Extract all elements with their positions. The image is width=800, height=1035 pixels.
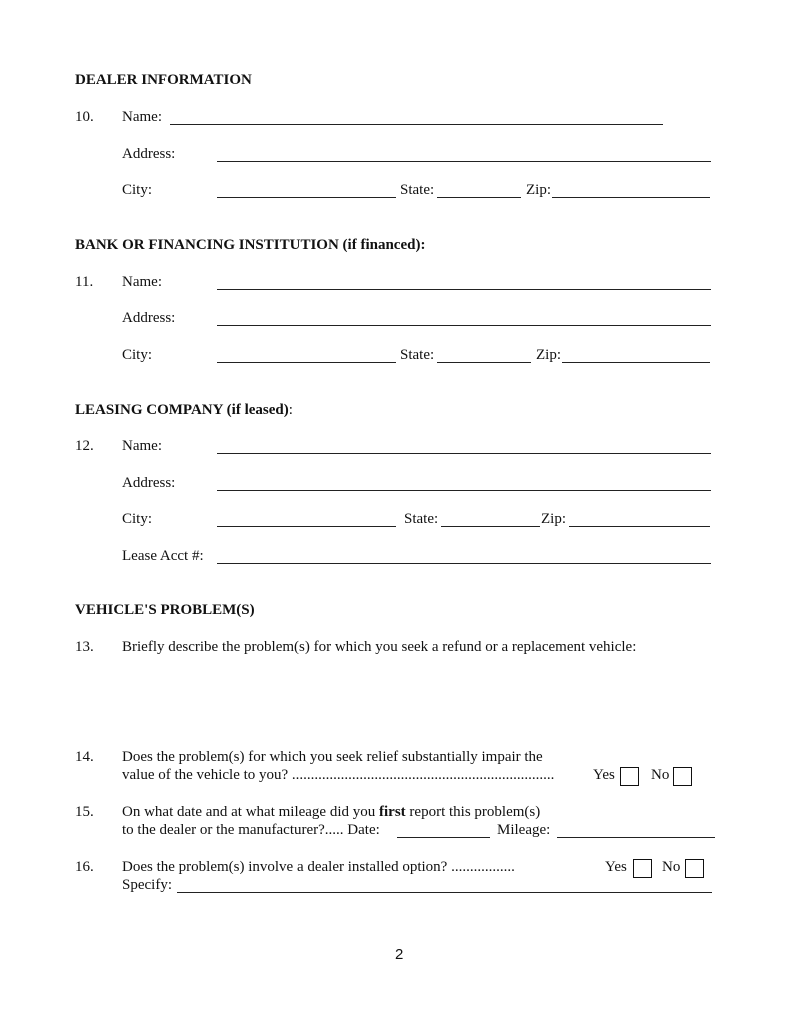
lease-acct-field[interactable] [217,563,711,564]
dealer-zip-field[interactable] [552,197,710,198]
leasing-heading-colon: : [288,402,293,418]
item-number: 13. [75,639,94,655]
bank-address-label: Address: [122,310,176,326]
q15-date-field[interactable] [397,837,490,838]
q14-no-checkbox[interactable] [673,767,692,786]
item-number: 10. [75,109,94,125]
bank-city-label: City: [122,347,153,363]
bank-zip-field[interactable] [562,362,710,363]
q15-mileage-field[interactable] [557,837,715,838]
section-heading-problems: VEHICLE'S PROBLEM(S) [75,602,255,618]
q14-no-label: No [651,767,670,783]
q16-no-checkbox[interactable] [685,859,704,878]
lease-zip-label: Zip: [541,511,566,527]
q14-yes-label: Yes [593,767,615,783]
bank-address-field[interactable] [217,325,711,326]
item-number: 16. [75,859,94,875]
dealer-name-label: Name: [122,109,162,125]
q16-yes-label: Yes [605,859,627,875]
item-number: 15. [75,804,94,820]
bank-state-field[interactable] [437,362,531,363]
q14-line2: value of the vehicle to you? ...................................................................... [122,767,555,783]
item-number: 11. [75,274,94,290]
section-heading-bank: BANK OR FINANCING INSTITUTION (if financed): [75,237,426,253]
bank-name-field[interactable] [217,289,711,290]
q14-line1: Does the problem(s) for which you seek relief substantially impair the [122,749,543,765]
q15-text-c: report this problem(s) [405,804,541,820]
dealer-state-field[interactable] [437,197,521,198]
lease-acct-label: Lease Acct #: [122,548,204,564]
dealer-address-field[interactable] [217,161,711,162]
q16-specify-field[interactable] [177,892,712,893]
item-number: 12. [75,438,94,454]
dealer-city-label: City: [122,182,153,198]
q15-mileage-label: Mileage: [497,822,551,838]
lease-state-field[interactable] [441,526,540,527]
q16-no-label: No [662,859,681,875]
q15-text-a: On what date and at what mileage did you [122,804,380,820]
q15-line2: to the dealer or the manufacturer?..... Date: [122,822,380,838]
dealer-city-field[interactable] [217,197,396,198]
q16-yes-checkbox[interactable] [633,859,652,878]
q16-line1: Does the problem(s) involve a dealer installed option? ................. [122,859,515,875]
lease-city-field[interactable] [217,526,396,527]
item-number: 14. [75,749,94,765]
leasing-heading-text: LEASING COMPANY (if leased) [75,402,289,418]
page-number: 2 [395,946,404,963]
q15-text-bold: first [379,804,406,820]
q13-text: Briefly describe the problem(s) for which you seek a refund or a replacement vehicle: [122,639,637,655]
q14-yes-checkbox[interactable] [620,767,639,786]
dealer-address-label: Address: [122,146,176,162]
bank-zip-label: Zip: [536,347,561,363]
lease-zip-field[interactable] [569,526,710,527]
lease-city-label: City: [122,511,153,527]
dealer-state-label: State: [400,182,435,198]
section-heading-leasing [75,401,293,419]
q15-line1 [122,803,540,821]
bank-name-label: Name: [122,274,162,290]
dealer-zip-label: Zip: [526,182,551,198]
lease-name-field[interactable] [217,453,711,454]
lease-address-label: Address: [122,475,176,491]
lease-state-label: State: [404,511,439,527]
q16-specify-label: Specify: [122,877,172,893]
bank-state-label: State: [400,347,435,363]
section-heading-dealer: DEALER INFORMATION [75,72,252,88]
lease-name-label: Name: [122,438,162,454]
bank-city-field[interactable] [217,362,396,363]
lease-address-field[interactable] [217,490,711,491]
dealer-name-field[interactable] [170,124,663,125]
